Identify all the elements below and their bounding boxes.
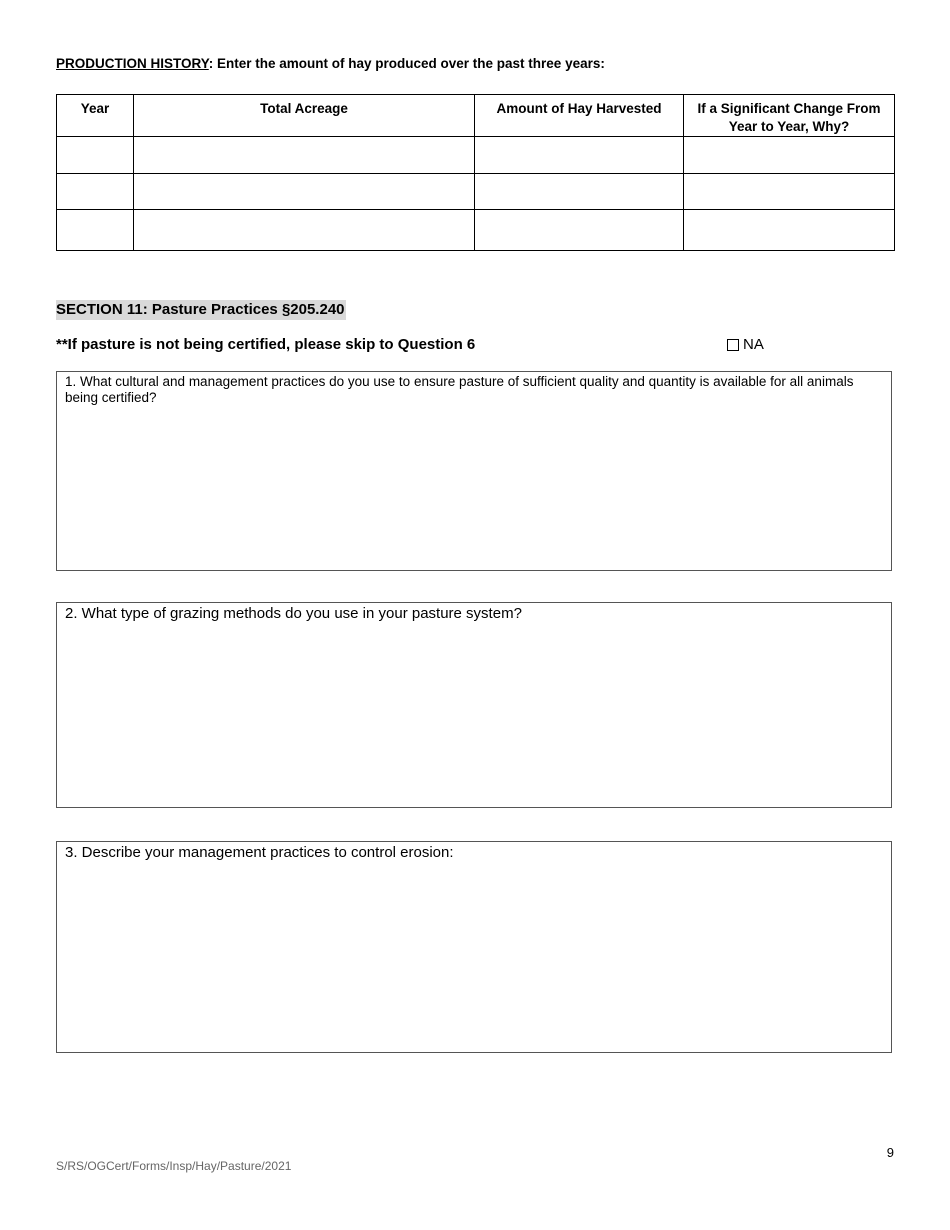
question-1-box[interactable] bbox=[56, 371, 892, 571]
production-history-instruction: : Enter the amount of hay produced over the past three years: bbox=[208, 56, 605, 71]
question-3-box[interactable] bbox=[56, 841, 892, 1053]
table-row bbox=[57, 137, 895, 174]
change-reason-cell[interactable] bbox=[684, 137, 895, 174]
na-option[interactable] bbox=[727, 336, 764, 354]
production-history-label: PRODUCTION HISTORY bbox=[56, 56, 209, 71]
production-history-table bbox=[56, 94, 895, 251]
question-2-text: 2. What type of grazing methods do you use in your pasture system? bbox=[65, 605, 522, 622]
footer-form-id: S/RS/OGCert/Forms/Insp/Hay/Pasture/2021 bbox=[56, 1159, 292, 1173]
year-cell[interactable] bbox=[57, 174, 134, 210]
change-reason-cell[interactable] bbox=[684, 210, 895, 251]
harvested-cell[interactable] bbox=[475, 137, 684, 174]
year-cell[interactable] bbox=[57, 210, 134, 251]
acreage-cell[interactable] bbox=[134, 137, 475, 174]
question-3-answer[interactable] bbox=[57, 862, 891, 864]
question-3-text: 3. Describe your management practices to control erosion: bbox=[65, 844, 454, 861]
acreage-cell[interactable] bbox=[134, 210, 475, 251]
table-row bbox=[57, 210, 895, 251]
section-title: SECTION 11: Pasture Practices §205.240 bbox=[56, 301, 345, 318]
page-number: 9 bbox=[886, 1145, 894, 1160]
table-header-row bbox=[57, 95, 895, 137]
year-cell[interactable] bbox=[57, 137, 134, 174]
column-header-total-acreage: Total Acreage bbox=[134, 95, 475, 137]
question-2-answer[interactable] bbox=[57, 623, 891, 625]
column-header-year: Year bbox=[57, 95, 134, 137]
change-reason-cell[interactable] bbox=[684, 174, 895, 210]
skip-instruction: **If pasture is not being certified, please skip to Question 6 bbox=[56, 336, 476, 353]
harvested-cell[interactable] bbox=[475, 210, 684, 251]
production-history-heading bbox=[56, 56, 605, 71]
acreage-cell[interactable] bbox=[134, 174, 475, 210]
harvested-cell[interactable] bbox=[475, 174, 684, 210]
column-header-hay-harvested: Amount of Hay Harvested bbox=[475, 95, 684, 137]
question-1-answer[interactable] bbox=[57, 406, 891, 408]
column-header-significant-change: If a Significant Change From Year to Year, Why? bbox=[684, 95, 895, 137]
na-label: NA bbox=[743, 336, 764, 353]
question-1-text: 1. What cultural and management practices do you use to ensure pasture of sufficient quality and quantity is available for all animals being certified? bbox=[65, 374, 854, 405]
table-row bbox=[57, 174, 895, 210]
question-2-box[interactable] bbox=[56, 602, 892, 808]
na-checkbox[interactable] bbox=[727, 339, 739, 351]
